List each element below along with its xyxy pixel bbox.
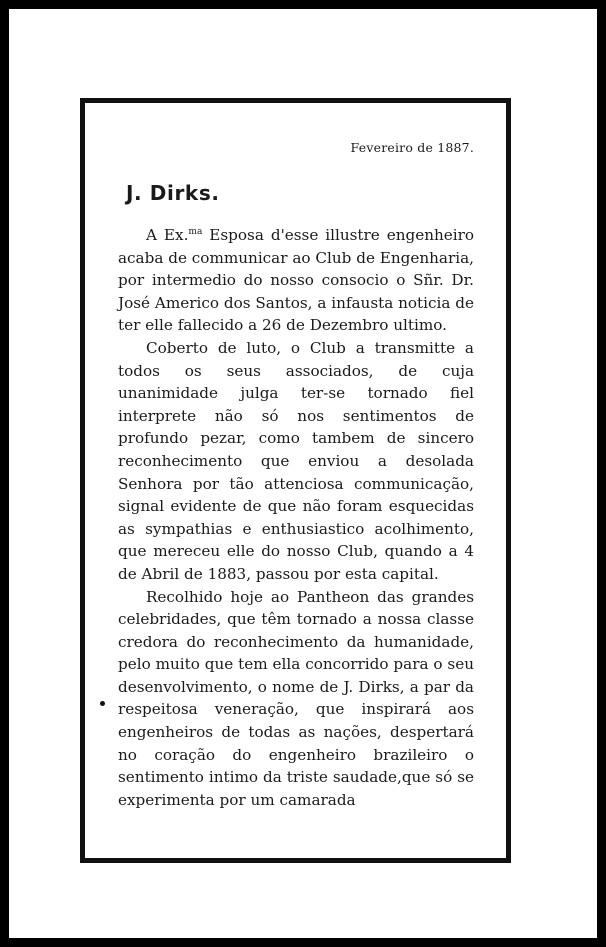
paragraph-2: Coberto de luto, o Club a transmitte a todos os seus associados, de cuja unanimidade julga ter-se tornado fiel interprete não só nos sentimentos de profundo pezar, como tambem de sincero reconhecimento que enviou a desolada Senhora por tão attenciosa communicação, signal evidente de que não foram esquecidas as sympathias e enthusiastico acolhimento, que mereceu elle do nosso Club, quando a 4 de Abril de 1883, passou por esta capital. [118,338,474,583]
paragraph-1 [118,221,474,337]
paragraph-1-start: A Ex. [146,226,189,244]
document-body [118,134,474,811]
paragraph-3: Recolhido hoje ao Pantheon das grandes celebridades, que têm tornado a nossa classe credora do reconhecimento da humanidade, pelo muito que tem ella concorrido para o seu desenvolvimento, o nome de J. Dirks, a par da respeitosa veneração, que inspirará aos engenheiros de todas as nações, despertará no coração do engenheiro brazileiro o sentimento intimo da triste saudade,que só se experimenta por um camarada [118,587,474,809]
ink-speck [100,701,105,706]
page-title: J. Dirks. [126,181,220,205]
paragraph-1-superscript: ma [188,227,203,237]
paragraph-1-rest: Esposa d'esse illustre engenheiro acaba de communicar ao Club de Engenharia, por intermedio do nosso consocio o Sñr. Dr. José Americo dos Santos, a infausta noticia de ter elle fallecido a 26 de Dezembro ultimo. [118,226,475,335]
date-line: Fevereiro de 1887. [350,140,474,155]
